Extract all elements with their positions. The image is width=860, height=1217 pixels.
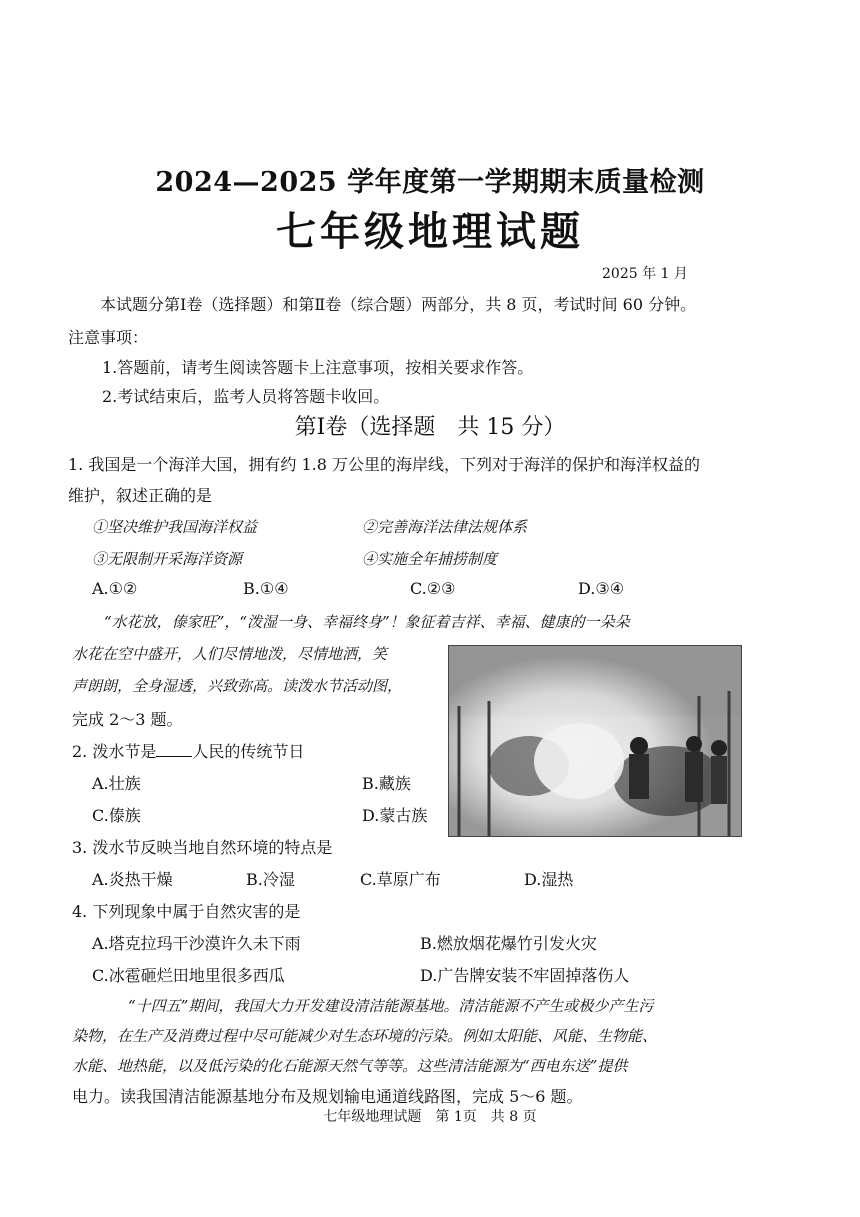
question-3-option-d: D.湿热: [524, 870, 574, 889]
exam-title-line1: 2024—2025 学年度第一学期期末质量检测: [155, 167, 705, 198]
question-3-option-b: B.冷湿: [246, 870, 295, 889]
question-4-option-b: B.燃放烟花爆竹引发火灾: [420, 934, 597, 953]
answer-blank: [156, 742, 192, 757]
notice-item-2: 2.考试结束后，监考人员将答题卡收回。: [102, 387, 390, 406]
passage-clean-energy-line1: “十四五”期间，我国大力开发建设清洁能源基地。清洁能源不产生或极少产生污: [128, 997, 654, 1015]
page-footer: 七年级地理试题 第 1页 共 8 页: [323, 1109, 537, 1125]
section-title: 第Ⅰ卷（选择题 共 15 分）: [294, 415, 566, 440]
question-1-stem-cont: 维护，叙述正确的是: [68, 486, 213, 505]
passage-clean-energy-line2: 染物，在生产及消费过程中尽可能减少对生态环境的污染。例如太阳能、风能、生物能、: [72, 1027, 658, 1045]
exam-description: 本试题分第Ⅰ卷（选择题）和第Ⅱ卷（综合题）两部分，共 8 页，考试时间 60 分钟。: [100, 295, 697, 314]
passage-water-festival-line2: 水花在空中盛开，人们尽情地泼，尽情地洒，笑: [72, 645, 388, 663]
question-2-stem: [72, 739, 304, 762]
question-1-statement-3: ③无限制开采海洋资源: [92, 550, 243, 568]
question-2-option-b: B.藏族: [362, 774, 411, 793]
question-1-statement-2: ②完善海洋法律法规体系: [362, 518, 528, 536]
question-4-stem: 4. 下列现象中属于自然灾害的是: [72, 902, 301, 921]
question-4-option-c: C.冰雹砸烂田地里很多西瓜: [92, 966, 285, 985]
question-2-stem-end: 人民的传统节日: [192, 742, 305, 761]
question-1-option-c: C.②③: [410, 579, 456, 598]
question-1-option-d: D.③④: [578, 579, 625, 598]
passage-clean-energy-line3: 水能、地热能，以及低污染的化石能源天然气等等。这些清洁能源为“西电东送”提供: [72, 1057, 628, 1075]
water-festival-photo: [448, 645, 742, 837]
question-4-option-d: D.广告牌安装不牢固掉落伤人: [420, 966, 630, 985]
notice-item-1: 1.答题前，请考生阅读答题卡上注意事项，按相关要求作答。: [102, 358, 534, 377]
exam-date: 2025 年 1 月: [602, 266, 688, 282]
notice-heading: 注意事项：: [68, 328, 149, 347]
passage-water-festival-line1: “水花放，傣家旺”，“泼湿一身、幸福终身”！象征着吉祥、幸福、健康的一朵朵: [104, 613, 630, 631]
question-1-option-a: A.①②: [92, 579, 138, 598]
question-2-option-a: A.壮族: [92, 774, 141, 793]
passage-clean-energy-line4: 电力。读我国清洁能源基地分布及规划输电通道线路图，完成 5～6 题。: [72, 1087, 583, 1106]
question-3-option-c: C.草原广布: [360, 870, 441, 889]
question-1-stem: 1. 我国是一个海洋大国，拥有约 1.8 万公里的海岸线，下列对于海洋的保护和海洋权益的: [68, 455, 700, 474]
question-2-stem-start: 2. 泼水节是: [72, 742, 157, 761]
question-3-option-a: A.炎热干燥: [92, 870, 173, 889]
question-1-statement-4: ④实施全年捕捞制度: [362, 550, 498, 568]
water-festival-image: [449, 646, 741, 836]
passage-water-festival-line4: 完成 2～3 题。: [72, 710, 183, 729]
question-3-stem: 3. 泼水节反映当地自然环境的特点是: [72, 838, 333, 857]
passage-water-festival-line3: 声朗朗，全身湿透，兴致弥高。读泼水节活动图，: [72, 677, 403, 695]
question-2-option-c: C.傣族: [92, 806, 141, 825]
question-4-option-a: A.塔克拉玛干沙漠许久未下雨: [92, 934, 301, 953]
exam-title-main: 七年级地理试题: [276, 208, 584, 255]
question-1-option-b: B.①④: [243, 579, 289, 598]
question-1-statement-1: ①坚决维护我国海洋权益: [92, 518, 258, 536]
question-2-option-d: D.蒙古族: [362, 806, 428, 825]
